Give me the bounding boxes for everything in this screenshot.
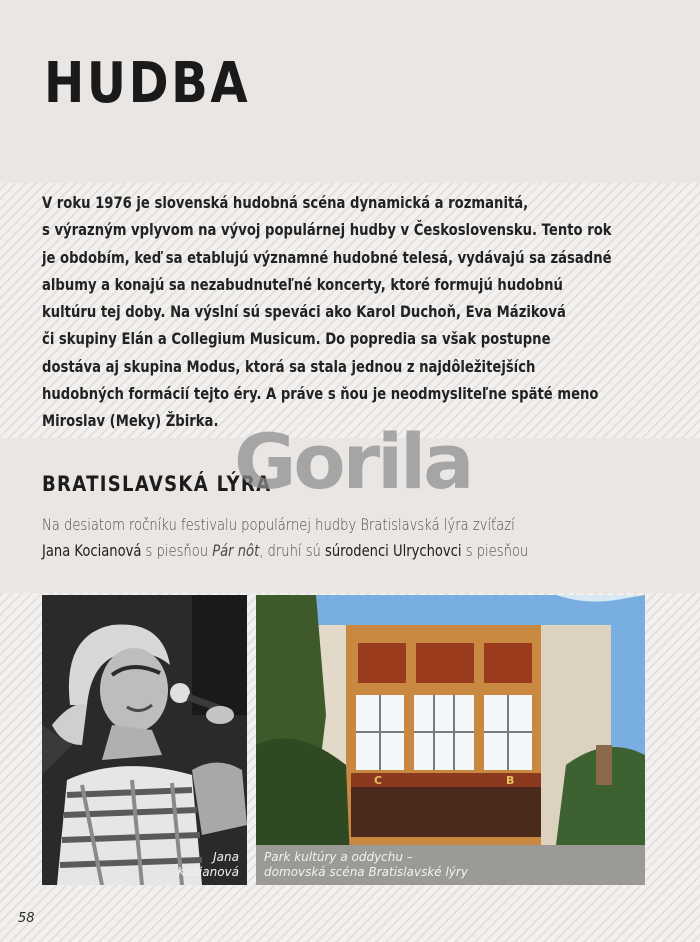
page-title: HUDBA [44, 51, 251, 116]
building-sign-c: C [374, 774, 383, 787]
photo-caption-left: Jana Kocianová [177, 850, 239, 879]
photo-caption-right: Park kultúry a oddychu – domovská scéna Bratislavské lýry [264, 850, 468, 879]
song-title: Pár nôt [212, 540, 260, 560]
singer-photo [42, 595, 247, 885]
intro-line: je obdobím, keď sa etablujú významné hudobné telesá, vydávajú sa zásadné [42, 247, 612, 267]
section-paragraph [42, 512, 640, 563]
building-photo [256, 595, 645, 885]
gorila-watermark: Gorila [234, 417, 472, 506]
singer-illustration [42, 595, 247, 885]
winner-name: Jana Kocianová [42, 540, 142, 560]
intro-line: či skupiny Elán a Collegium Musicum. Do popredia sa však postupne [42, 329, 551, 349]
intro-line: Miroslav (Meky) Žbirka. [42, 411, 219, 431]
section-title: BRATISLAVSKÁ LÝRA [42, 472, 272, 496]
building-illustration [256, 595, 645, 885]
intro-line: V roku 1976 je slovenská hudobná scéna dynamická a rozmanitá, [42, 193, 529, 212]
section-line: Jana Kocianová s piesňou Pár nôt, druhí sú súrodenci Ulrychovci s piesňou [42, 540, 529, 560]
intro-line: s výrazným vplyvom na vývoj populárnej hudby v Československu. Tento rok [42, 220, 612, 240]
section-line: Na desiatom ročníku festivalu populárnej hudby Bratislavská lýra zvíťazí [42, 515, 515, 534]
second-place-name: súrodenci Ulrychovci [325, 540, 462, 560]
intro-line: albumy a konajú sa nezabudnuteľné koncerty, ktoré formujú hudobnú [42, 274, 563, 294]
building-sign-b: B [506, 774, 515, 787]
intro-line: hudobných formácií tejto éry. A práve s ňou je neodmysliteľne späté meno [42, 384, 599, 404]
intro-line: dostáva aj skupina Modus, ktorá sa stala jednou z najdôležitejších [42, 356, 536, 376]
intro-line: kultúru tej doby. Na výslní sú speváci ako Karol Duchoň, Eva Máziková [42, 302, 566, 322]
page-number: 58 [18, 911, 35, 926]
intro-paragraph [42, 189, 641, 435]
